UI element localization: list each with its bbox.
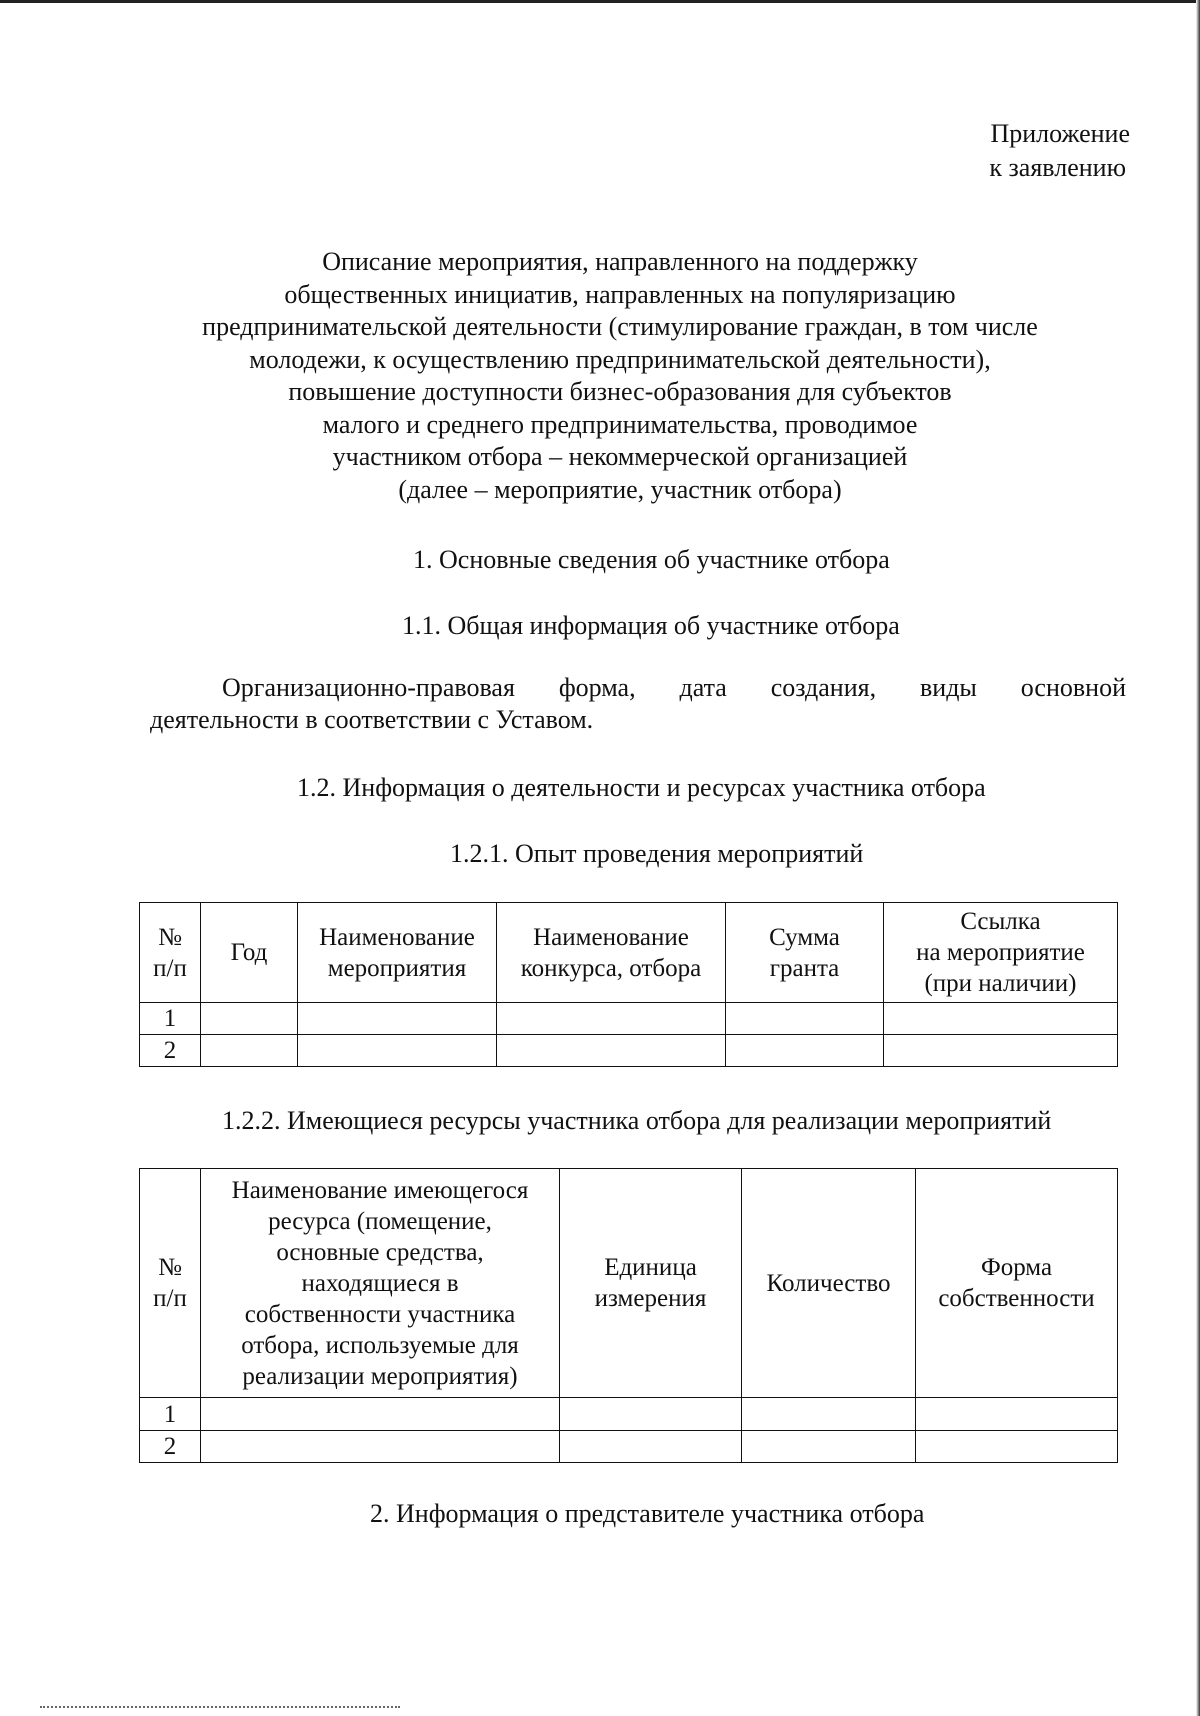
table-row [140,1003,1118,1035]
row-number: 1 [140,1398,201,1431]
table-row [140,1431,1118,1463]
header-text: № [158,1254,182,1281]
table-cell [916,1398,1118,1431]
table-cell [742,1398,916,1431]
header-text: отбора, используемые для [241,1331,519,1359]
attachment-line-2: к заявлению [989,153,1126,182]
header-text: Наименование имеющегося [231,1176,529,1204]
attachment-line-1: Приложение [990,119,1130,148]
header-unit [560,1169,742,1398]
section-1-1-heading: 1.1. Общая информация об участнике отбора [402,611,900,640]
title-line: повышение доступности бизнес-образования для субъектов [288,377,952,406]
table-cell [497,1003,726,1035]
events-experience-table [139,902,1118,1067]
section-1-2-1-heading: 1.2.1. Опыт проведения мероприятий [450,839,864,868]
header-text: собственности участника [244,1300,516,1328]
table-cell [201,1003,298,1035]
attachment-note [989,117,1130,185]
scan-right-edge [1196,0,1200,1716]
header-text: измерения [594,1285,707,1312]
section-1-heading: 1. Основные сведения об участнике отбора [413,545,890,574]
header-resource-name [201,1169,560,1398]
section-1-1-paragraph [150,672,1126,736]
header-text: п/п [153,1285,187,1312]
header-quantity [742,1169,916,1398]
table-cell [884,1035,1118,1067]
header-contest-name [497,903,726,1003]
header-text: мероприятия [327,954,467,982]
document-title [140,246,1100,506]
table-cell [298,1035,497,1067]
title-line: (далее – мероприятие, участник отбора) [398,474,842,504]
header-text: Форма [980,1254,1053,1281]
header-text: на мероприятие [916,939,1085,966]
row-number: 2 [140,1035,201,1067]
header-text: конкурса, отбора [520,954,702,982]
table-cell [726,1035,884,1067]
title-line: предпринимательской деятельности (стимулирование граждан, в том числе [202,312,1038,341]
row-number: 2 [140,1431,201,1463]
header-text: п/п [153,954,187,982]
title-line: общественных инициатив, направленных на популяризацию [284,279,956,309]
section-1-2-heading: 1.2. Информация о деятельности и ресурсах участника отбора [297,773,986,802]
scan-top-edge [0,0,1200,3]
header-text: основные средства, [276,1238,484,1266]
header-text: (при наличии) [924,970,1077,997]
header-event-link [884,903,1118,1003]
header-text: № [158,923,182,951]
header-text: Ссылка [960,908,1041,935]
header-number [140,903,201,1003]
header-text: Год [230,939,268,966]
table-header-row [140,903,1118,1003]
table-cell [201,1431,560,1463]
table-cell [298,1003,497,1035]
table-cell [560,1431,742,1463]
table-header-row [140,1169,1118,1398]
header-event-name [298,903,497,1003]
resources-table [139,1168,1118,1463]
header-text: собственности [938,1285,1095,1312]
table-cell [916,1431,1118,1463]
table-cell [560,1398,742,1431]
header-number [140,1169,201,1398]
title-line: участником отбора – некоммерческой организацией [332,442,908,471]
header-text: реализации мероприятия) [242,1362,518,1390]
header-text: Количество [766,1269,891,1297]
table-cell [884,1003,1118,1035]
table-cell [201,1035,298,1067]
table-cell [201,1398,560,1431]
header-text: ресурса (помещение, [268,1207,492,1235]
section-1-2-2-heading: 1.2.2. Имеющиеся ресурсы участника отбора для реализации мероприятий [222,1106,1052,1135]
header-text: Сумма [769,923,840,951]
title-line: малого и среднего предпринимательства, проводимое [322,409,918,439]
header-text: гранта [769,954,840,982]
paragraph-line-2: деятельности в соответствии с Уставом. [150,705,594,734]
title-line: Описание мероприятия, направленного на поддержку [322,247,918,276]
table-cell [497,1035,726,1067]
table-cell [742,1431,916,1463]
header-text: Наименование [533,923,689,951]
header-text: находящиеся в [301,1269,459,1297]
row-number: 1 [140,1003,201,1035]
section-2-heading: 2. Информация о представителе участника отбора [370,1499,925,1528]
header-text: Единица [604,1254,697,1281]
title-line: молодежи, к осуществлению предпринимательской деятельности), [249,344,991,374]
table-row [140,1035,1118,1067]
header-text: Наименование [319,923,475,951]
table-row [140,1398,1118,1431]
header-year [201,903,298,1003]
paragraph-line-1: Организационно-правовая форма, дата создания, виды основной [222,673,1126,702]
scan-bottom-marks [40,1706,400,1710]
table-cell [726,1003,884,1035]
header-ownership-form [916,1169,1118,1398]
header-grant-amount [726,903,884,1003]
